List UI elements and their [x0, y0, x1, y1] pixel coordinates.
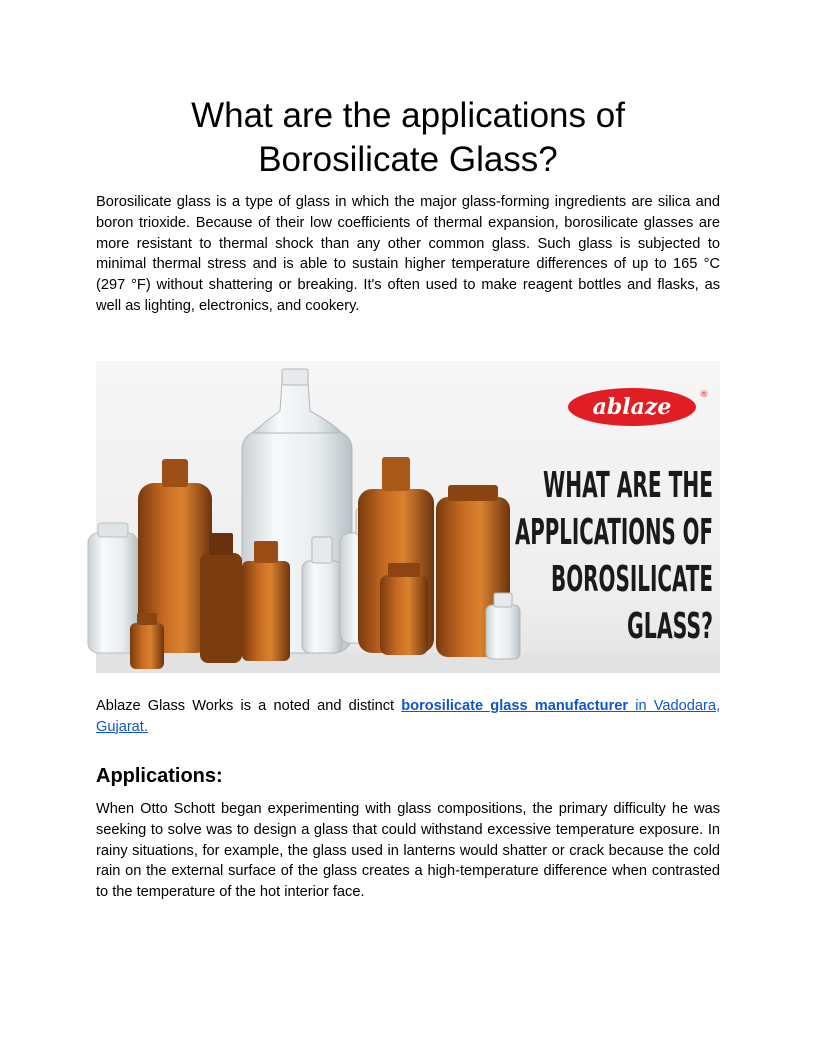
banner-image: [96, 361, 720, 673]
svg-text:®: ®: [699, 390, 709, 400]
intro-paragraph: Borosilicate glass is a type of glass in which the major glass-forming ingredients are silica and boron trioxide. Because of their low coefficients of thermal expansion, borosilicate glasses are more resistant to thermal shock than any other common glass. Such glass is subjected to minimal thermal stress and is able to sustain higher temperature differences of up to 165 °C (297 °F) without shattering or breaking. It's often used to make reagent bottles and flasks, as well as lighting, electronics, and cookery.: [96, 194, 720, 314]
location-link[interactable]: in Vadodara, Gujarat.: [96, 698, 721, 735]
manufacturer-link[interactable]: borosilicate glass manufacturer: [401, 698, 629, 714]
banner-heading-line: GLASS?: [627, 606, 713, 647]
applications-paragraph: When Otto Schott began experimenting with glass compositions, the primary difficulty he was seeking to solve was to design a glass that could withstand excessive temperature exposure. In rainy situations, for example, the glass used in lanterns would shatter or crack because the cold rain on the external surface of the glass creates a high-temperature difference when contrasted to the temperature of the hot interior face.: [96, 801, 720, 901]
svg-text:ablaze: ablaze: [592, 394, 672, 420]
banner-heading-line: BOROSILICATE: [551, 559, 713, 600]
banner-heading-line: WHAT ARE THE: [543, 465, 713, 506]
manufacturer-reference: [96, 696, 720, 738]
banner-heading-line: APPLICATIONS OF: [515, 512, 713, 553]
section-heading: Applications:: [96, 765, 223, 787]
page-title: What are the applications of Borosilicate Glass?: [191, 96, 625, 179]
bottle-amber-6: [380, 563, 428, 655]
reference-text: Ablaze Glass Works is a noted and distinct: [96, 698, 402, 714]
